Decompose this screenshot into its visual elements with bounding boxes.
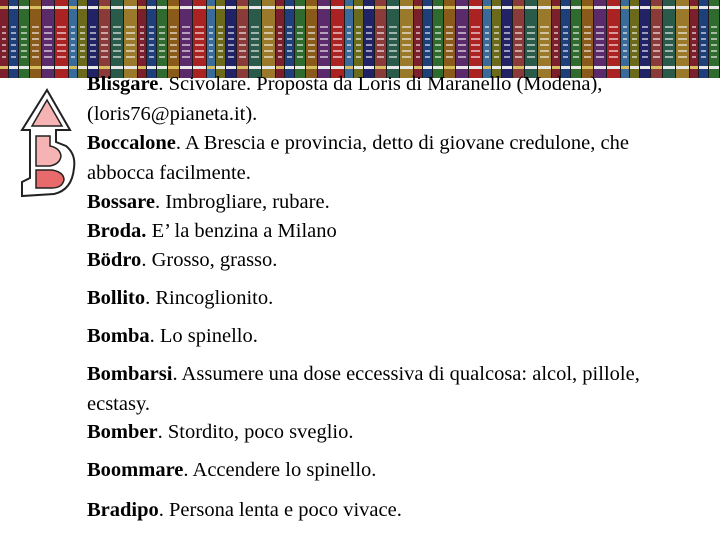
book-spine [111, 0, 123, 78]
book-spine [124, 0, 137, 78]
entry-term: Bomber [87, 421, 158, 443]
entry-definition: . Grosso, grasso. [141, 249, 278, 271]
book-spine [138, 0, 146, 78]
entry-definition-continued: abbocca facilmente. [87, 161, 251, 184]
book-spine [78, 0, 87, 78]
book-spine [9, 0, 18, 78]
book-spine [216, 0, 225, 78]
entry-term: Broda. [87, 220, 147, 242]
book-spine [709, 0, 719, 78]
book-spine [168, 0, 179, 78]
entry-term: Bossare [87, 191, 155, 213]
glossary-entry [87, 284, 273, 314]
book-spine [295, 0, 305, 78]
entry-definition: E’ la benzina a Milano [146, 220, 337, 242]
entry-definition: . Imbrogliare, rubare. [154, 191, 330, 213]
glossary-entry [87, 360, 640, 419]
entry-term: Blisgare [87, 73, 159, 95]
book-spine [331, 0, 344, 78]
book-spine [375, 0, 386, 78]
book-spine [433, 0, 443, 78]
book-spine [414, 0, 422, 78]
entry-definition-continued: (loris76@pianeta.it). [87, 102, 258, 125]
bookshelf-banner-icon [0, 0, 720, 78]
glossary-entry [87, 70, 602, 129]
book-spine [492, 0, 501, 78]
book-spine [0, 0, 8, 78]
entry-definition: . Accendere lo spinello. [183, 459, 377, 481]
book-spine [690, 0, 698, 78]
book-spine [147, 0, 156, 78]
book-spine [193, 0, 206, 78]
book-spine [354, 0, 363, 78]
book-spine [276, 0, 284, 78]
book-spine [99, 0, 110, 78]
book-spine [663, 0, 675, 78]
book-spine [207, 0, 215, 78]
book-spine [345, 0, 353, 78]
book-spine [249, 0, 261, 78]
book-spine [285, 0, 294, 78]
entry-term: Bradipo [87, 499, 159, 521]
book-spine [582, 0, 593, 78]
book-spine [30, 0, 41, 78]
book-spine [594, 0, 606, 78]
book-spine [180, 0, 192, 78]
book-spine [525, 0, 537, 78]
book-spine [483, 0, 491, 78]
book-spine [42, 0, 54, 78]
glossary-entry [87, 129, 629, 188]
glossary-entry [87, 456, 376, 486]
entry-term: Bödro [87, 249, 142, 271]
book-spine [513, 0, 524, 78]
book-spine [456, 0, 468, 78]
decorative-letter-b-icon [14, 86, 80, 202]
book-spine [630, 0, 639, 78]
entry-term: Bombarsi [87, 363, 173, 385]
glossary-entry [87, 246, 277, 276]
book-spine [651, 0, 662, 78]
entry-definition: . A Brescia e provincia, detto di giovane credulone, che [175, 132, 629, 154]
book-spine [226, 0, 236, 78]
glossary-entry [87, 418, 354, 448]
entry-definition-continued: ecstasy. [87, 392, 150, 415]
book-spine [640, 0, 650, 78]
book-spine [444, 0, 455, 78]
book-spine [538, 0, 551, 78]
entry-term: Bollito [87, 287, 146, 309]
book-spine [387, 0, 399, 78]
entry-definition: . Stordito, poco sveglio. [157, 421, 354, 443]
book-spine [262, 0, 275, 78]
book-spine [306, 0, 317, 78]
book-spine [157, 0, 167, 78]
entry-term: Boommare [87, 459, 184, 481]
entry-definition: . Assumere una dose eccessiva di qualcosa: alcol, pillole, [172, 363, 640, 385]
book-spine [621, 0, 629, 78]
book-spine [561, 0, 570, 78]
entry-term: Boccalone [87, 132, 176, 154]
book-spine [400, 0, 413, 78]
glossary-entry [87, 322, 258, 352]
entry-definition: . Scivolare. Proposta da Loris di Maranello (Modena), [158, 73, 603, 95]
glossary-entry [87, 217, 337, 247]
book-spine [699, 0, 708, 78]
book-spine [318, 0, 330, 78]
entry-term: Bomba [87, 325, 150, 347]
book-spine [19, 0, 29, 78]
entry-definition: . Persona lenta e poco vivace. [158, 499, 402, 521]
book-spine [69, 0, 77, 78]
book-spine [88, 0, 98, 78]
book-spine [552, 0, 560, 78]
book-spine [571, 0, 581, 78]
entry-definition: . Rincoglionito. [145, 287, 274, 309]
book-spine [55, 0, 68, 78]
glossary-entry [87, 188, 330, 218]
book-spine [469, 0, 482, 78]
glossary-entry [87, 496, 402, 526]
book-spine [364, 0, 374, 78]
book-spine [423, 0, 432, 78]
book-spine [607, 0, 620, 78]
entry-definition: . Lo spinello. [149, 325, 258, 347]
book-spine [676, 0, 689, 78]
book-spine [502, 0, 512, 78]
book-spine [237, 0, 248, 78]
